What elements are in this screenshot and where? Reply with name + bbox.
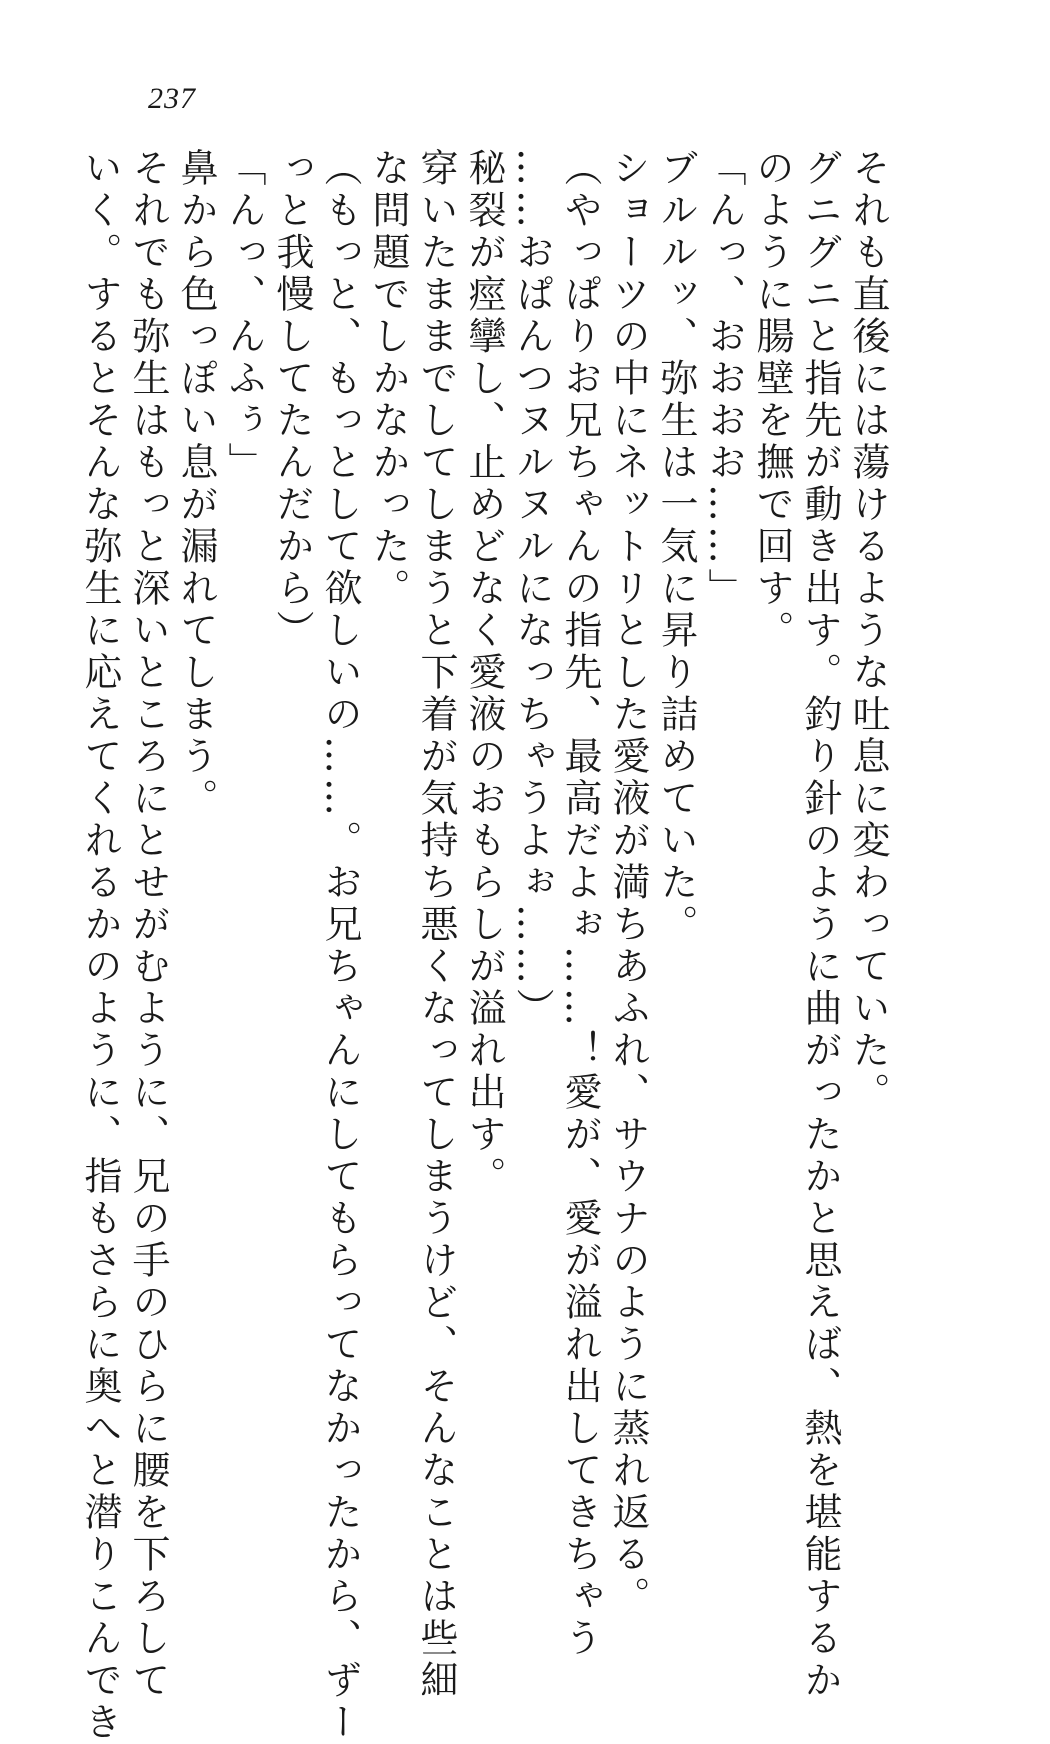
text-line: 秘裂が痙攣し、止めどなく愛液のおもらしが溢れ出す。 bbox=[462, 148, 506, 1198]
text-line: な問題でしかなかった。 bbox=[366, 148, 410, 610]
page-number: 237 bbox=[148, 82, 196, 115]
text-line: ショーツの中にネットリとした愛液が満ちあふれ、サウナのように蒸れ返る。 bbox=[606, 148, 650, 1618]
text-line: いく。するとそんな弥生に応えてくれるかのように、指もさらに奥へと潜りこんでき bbox=[78, 148, 122, 1744]
text-line: （やっぱりお兄ちゃんの指先、最高だよぉ……！愛が、愛が溢れ出してきちゃう bbox=[558, 148, 602, 1660]
body-text bbox=[78, 148, 892, 1744]
text-line: 「んっ、おおおお……」 bbox=[702, 148, 746, 610]
text-line: 「んっ、んふぅ」 bbox=[222, 148, 266, 484]
text-line: ブルルッ、弥生は一気に昇り詰めていた。 bbox=[654, 148, 698, 946]
text-line: それでも弥生はもっと深いところにとせがむように、兄の手のひらに腰を下ろして bbox=[126, 148, 170, 1702]
text-line: ……おぱんつヌルヌルになっちゃうよぉ……） bbox=[510, 148, 554, 1030]
text-line: 穿いたままでしてしまうと下着が気持ち悪くなってしまうけど、そんなことは些細 bbox=[414, 148, 458, 1702]
text-line: のように腸壁を撫で回す。 bbox=[750, 148, 794, 652]
text-line: 鼻から色っぽい息が漏れてしまう。 bbox=[174, 148, 218, 820]
text-line: っと我慢してたんだから） bbox=[270, 148, 314, 652]
text-line: それも直後には蕩けるような吐息に変わっていた。 bbox=[846, 148, 890, 1114]
text-line: （もっと、もっとして欲しいの……。お兄ちゃんにしてもらってなかったから、ずー bbox=[318, 148, 362, 1744]
text-line: グニグニと指先が動き出す。釣り針のように曲がったかと思えば、熱を堪能するか bbox=[798, 148, 842, 1702]
